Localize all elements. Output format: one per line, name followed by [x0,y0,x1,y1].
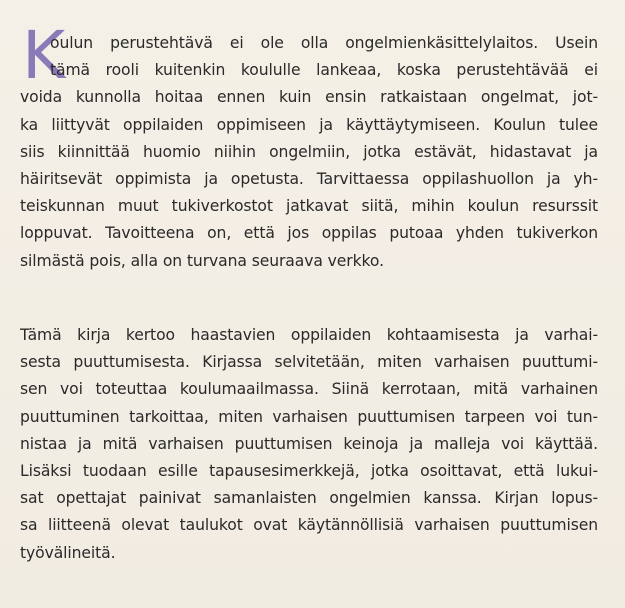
paragraph-2 [20,322,598,567]
text-line: Lisäksi tuodaan esille tapausesimerkkejä, jotka osoittavat, että lukui- [20,462,598,481]
text-line: Tämä kirja kertoo haastavien oppilaiden kohtaamisesta ja varhai- [20,326,598,344]
text-line: tämä rooli kuitenkin koululle lankeaa, koska perustehtävää ei [50,61,598,80]
text-line: puuttuminen tarkoittaa, miten varhaisen puuttumisen tarpeen voi tun- [20,407,598,426]
text-line: sat opettajat painivat samanlaisten ongelmien kanssa. Kirjan lopus- [20,489,598,508]
text-line: häiritsevät oppimista ja opetusta. Tarvittaessa oppilashuollon ja yh- [20,170,598,189]
text-line: työvälineitä. [20,543,116,562]
text-line: loppuvat. Tavoitteena on, että jos oppilas putoaa yhden tukiverkon [20,224,598,243]
text-line: teiskunnan muut tukiverkostot jatkavat siitä, mihin koulun resurssit [20,197,598,216]
text-line: oulun perustehtävä ei ole olla ongelmienkäsittelylaitos. Usein [50,34,598,52]
paragraph-1 [20,17,598,275]
text-line: siis kiinnittää huomio niihin ongelmiin, jotka estävät, hidastavat ja [20,142,598,161]
text-line: sesta puuttumisesta. Kirjassa selvitetään, miten varhaisen puuttumi- [20,353,598,372]
text-line: voida kunnolla hoitaa ennen kuin ensin ratkaistaan ongelmat, jot- [20,88,598,107]
text-line: nistaa ja mitä varhaisen puuttumisen keinoja ja malleja voi käyttää. [20,434,598,453]
text-line: ka liittyvät oppilaiden oppimiseen ja käyttäytymiseen. Koulun tulee [20,115,598,134]
drop-cap-letter: K [22,17,66,94]
text-line: sen voi toteuttaa koulumaailmassa. Siinä kerrotaan, mitä varhainen [20,380,598,399]
text-line: sa liitteenä olevat taulukot ovat käytännöllisiä varhaisen puuttumisen [20,516,598,535]
text-line: silmästä pois, alla on turvana seuraava verkko. [20,251,384,270]
